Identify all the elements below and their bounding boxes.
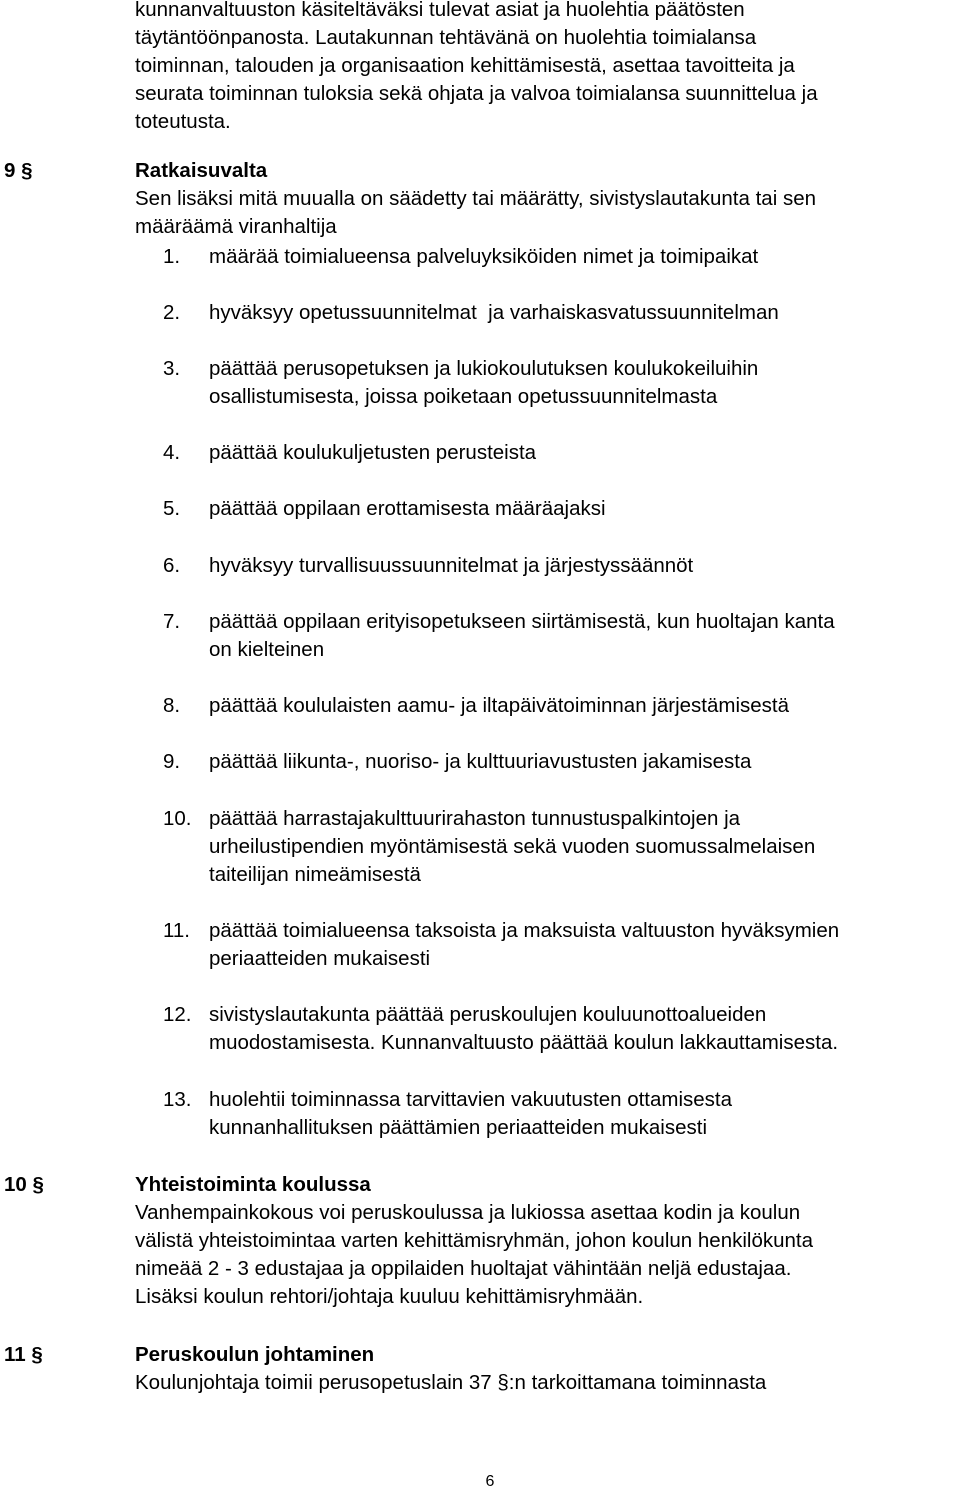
section-10-number: 10 § — [4, 1173, 44, 1196]
list-item-number: 10. — [163, 807, 192, 830]
section-11-header — [135, 1341, 957, 1397]
list-item-text: on kielteinen — [209, 638, 325, 661]
list-item-number: 13. — [163, 1088, 192, 1111]
section-11-number: 11 § — [4, 1343, 43, 1366]
section-11-line: Koulunjohtaja toimii perusopetuslain 37 §:n tarkoittamana toiminnasta — [135, 1371, 767, 1394]
section-9-title: Ratkaisuvalta — [135, 159, 268, 182]
page-number: 6 — [485, 1473, 495, 1490]
section-10-line: Lisäksi koulun rehtori/johtaja kuuluu kehittämisryhmään. — [135, 1285, 644, 1308]
list-item-number: 4. — [163, 441, 181, 464]
list-item-number: 7. — [163, 610, 181, 633]
list-item-text: päättää oppilaan erityisopetukseen siirtämisestä, kun huoltajan kanta — [209, 610, 835, 633]
intro-line: toiminnan, talouden ja organisaation kehittämisestä, asettaa tavoitteita ja — [135, 54, 795, 77]
list-item-text: periaatteiden mukaisesti — [209, 947, 431, 970]
section-9-number: 9 § — [4, 159, 33, 182]
list-item-text: päättää harrastajakulttuurirahaston tunnustuspalkintojen ja — [209, 807, 741, 830]
list-item-text: huolehtii toiminnassa tarvittavien vakuutusten ottamisesta — [209, 1088, 733, 1111]
intro-line: seurata toiminnan tuloksia sekä ohjata ja valvoa toimialansa suunnittelua ja — [135, 82, 818, 105]
list-item-number: 8. — [163, 694, 181, 717]
list-item-text: urheilustipendien myöntämisestä sekä vuoden suomussalmelaisen — [209, 835, 816, 858]
intro-line: toteutusta. — [135, 110, 231, 133]
section-11-title: Peruskoulun johtaminen — [135, 1343, 375, 1366]
list-item-number: 9. — [163, 750, 181, 773]
list-item-number: 5. — [163, 497, 181, 520]
list-item-text: muodostamisesta. Kunnanvaltuusto päättää koulun lakkauttamisesta. — [209, 1031, 839, 1054]
section-9-line: Sen lisäksi mitä muualla on säädetty tai määrätty, sivistyslautakunta tai sen — [135, 187, 816, 210]
intro-paragraph — [135, 0, 957, 136]
list-item-number: 3. — [163, 357, 181, 380]
section-10-line: Vanhempainkokous voi peruskoulussa ja lukiossa asettaa kodin ja koulun — [135, 1201, 801, 1224]
list-item-number: 12. — [163, 1003, 192, 1026]
list-item-number: 11. — [163, 919, 190, 942]
list-item-text: päättää perusopetuksen ja lukiokoulutuksen koulukokeiluihin — [209, 357, 759, 380]
intro-line: täytäntöönpanosta. Lautakunnan tehtävänä on huolehtia toimialansa — [135, 26, 757, 49]
list-item-text: sivistyslautakunta päättää peruskoulujen kouluunottoalueiden — [209, 1003, 767, 1026]
list-item-text: päättää oppilaan erottamisesta määräajaksi — [209, 497, 606, 520]
section-10-title: Yhteistoiminta koulussa — [135, 1173, 371, 1196]
list-item-text: osallistumisesta, joissa poiketaan opetussuunnitelmasta — [209, 385, 718, 408]
section-10-header — [135, 1171, 957, 1311]
list-item-text: määrää toimialueensa palveluyksiköiden nimet ja toimipaikat — [209, 245, 759, 268]
list-item-number: 2. — [163, 301, 181, 324]
list-item-text: hyväksyy opetussuunnitelmat ja varhaiskasvatussuunnitelman — [209, 301, 779, 324]
section-10-line: välistä yhteistoimintaa varten kehittämisryhmän, johon koulun henkilökunta — [135, 1229, 814, 1252]
list-item-text: päättää koululaisten aamu- ja iltapäivätoiminnan järjestämisestä — [209, 694, 790, 717]
list-item-text: päättää koulukuljetusten perusteista — [209, 441, 537, 464]
intro-line: kunnanvaltuuston käsiteltäväksi tulevat asiat ja huolehtia päätösten — [135, 0, 745, 21]
list-item-text: taiteilijan nimeämisestä — [209, 863, 421, 886]
list-item-text: hyväksyy turvallisuussuunnitelmat ja järjestyssäännöt — [209, 554, 694, 577]
section-10-line: nimeää 2 - 3 edustajaa ja oppilaiden huoltajat vähintään neljä edustajaa. — [135, 1257, 792, 1280]
section-9-header — [135, 157, 957, 241]
list-item-text: päättää toimialueensa taksoista ja maksuista valtuuston hyväksymien — [209, 919, 840, 942]
list-item-number: 6. — [163, 554, 181, 577]
list-item-text: päättää liikunta-, nuoriso- ja kulttuuriavustusten jakamisesta — [209, 750, 752, 773]
list-item-number: 1. — [163, 245, 181, 268]
section-9-line: määräämä viranhaltija — [135, 215, 337, 238]
list-item-text: kunnanhallituksen päättämien periaatteiden mukaisesti — [209, 1116, 708, 1139]
